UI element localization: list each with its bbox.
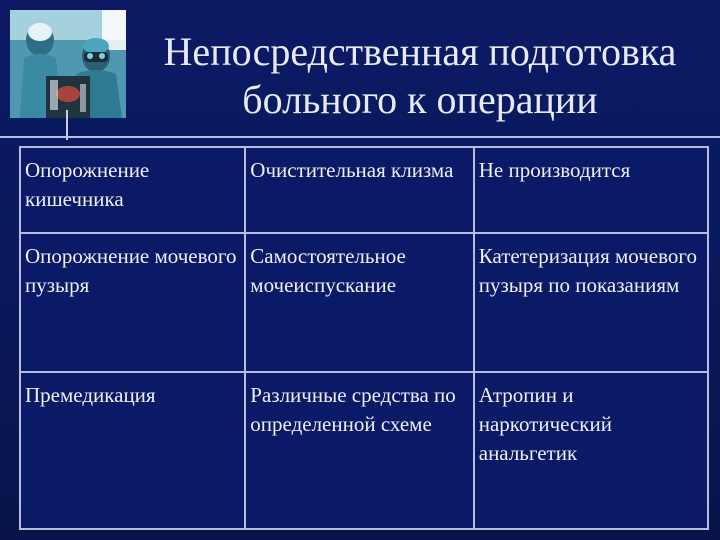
table-cell: Не производится [474,147,708,233]
table-row [20,372,708,529]
slide-title-line-2: больного к операции [242,77,598,122]
slide-title-line-1: Непосредственная подготовка [163,29,677,74]
table-cell: Различные средства по определенной схеме [245,372,473,529]
table-cell: Опорожнение мочевого пузыря [20,233,245,372]
table-cell: Атропин и наркотический анальгетик [474,372,708,529]
table-cell: Самостоятельное мочеиспускание [245,233,473,372]
table-cell: Очистительная клизма [245,147,473,233]
table-cell: Опорожнение кишечника [20,147,245,233]
surgery-photo [10,10,126,118]
horizontal-rule [0,136,720,138]
slide-title [130,28,710,124]
table-row [20,233,708,372]
table-row [20,147,708,233]
preparation-table [19,146,709,530]
table-cell: Катетеризация мочевого пузыря по показаниям [474,233,708,372]
surgery-photo-image [10,10,126,118]
table-cell: Премедикация [20,372,245,529]
